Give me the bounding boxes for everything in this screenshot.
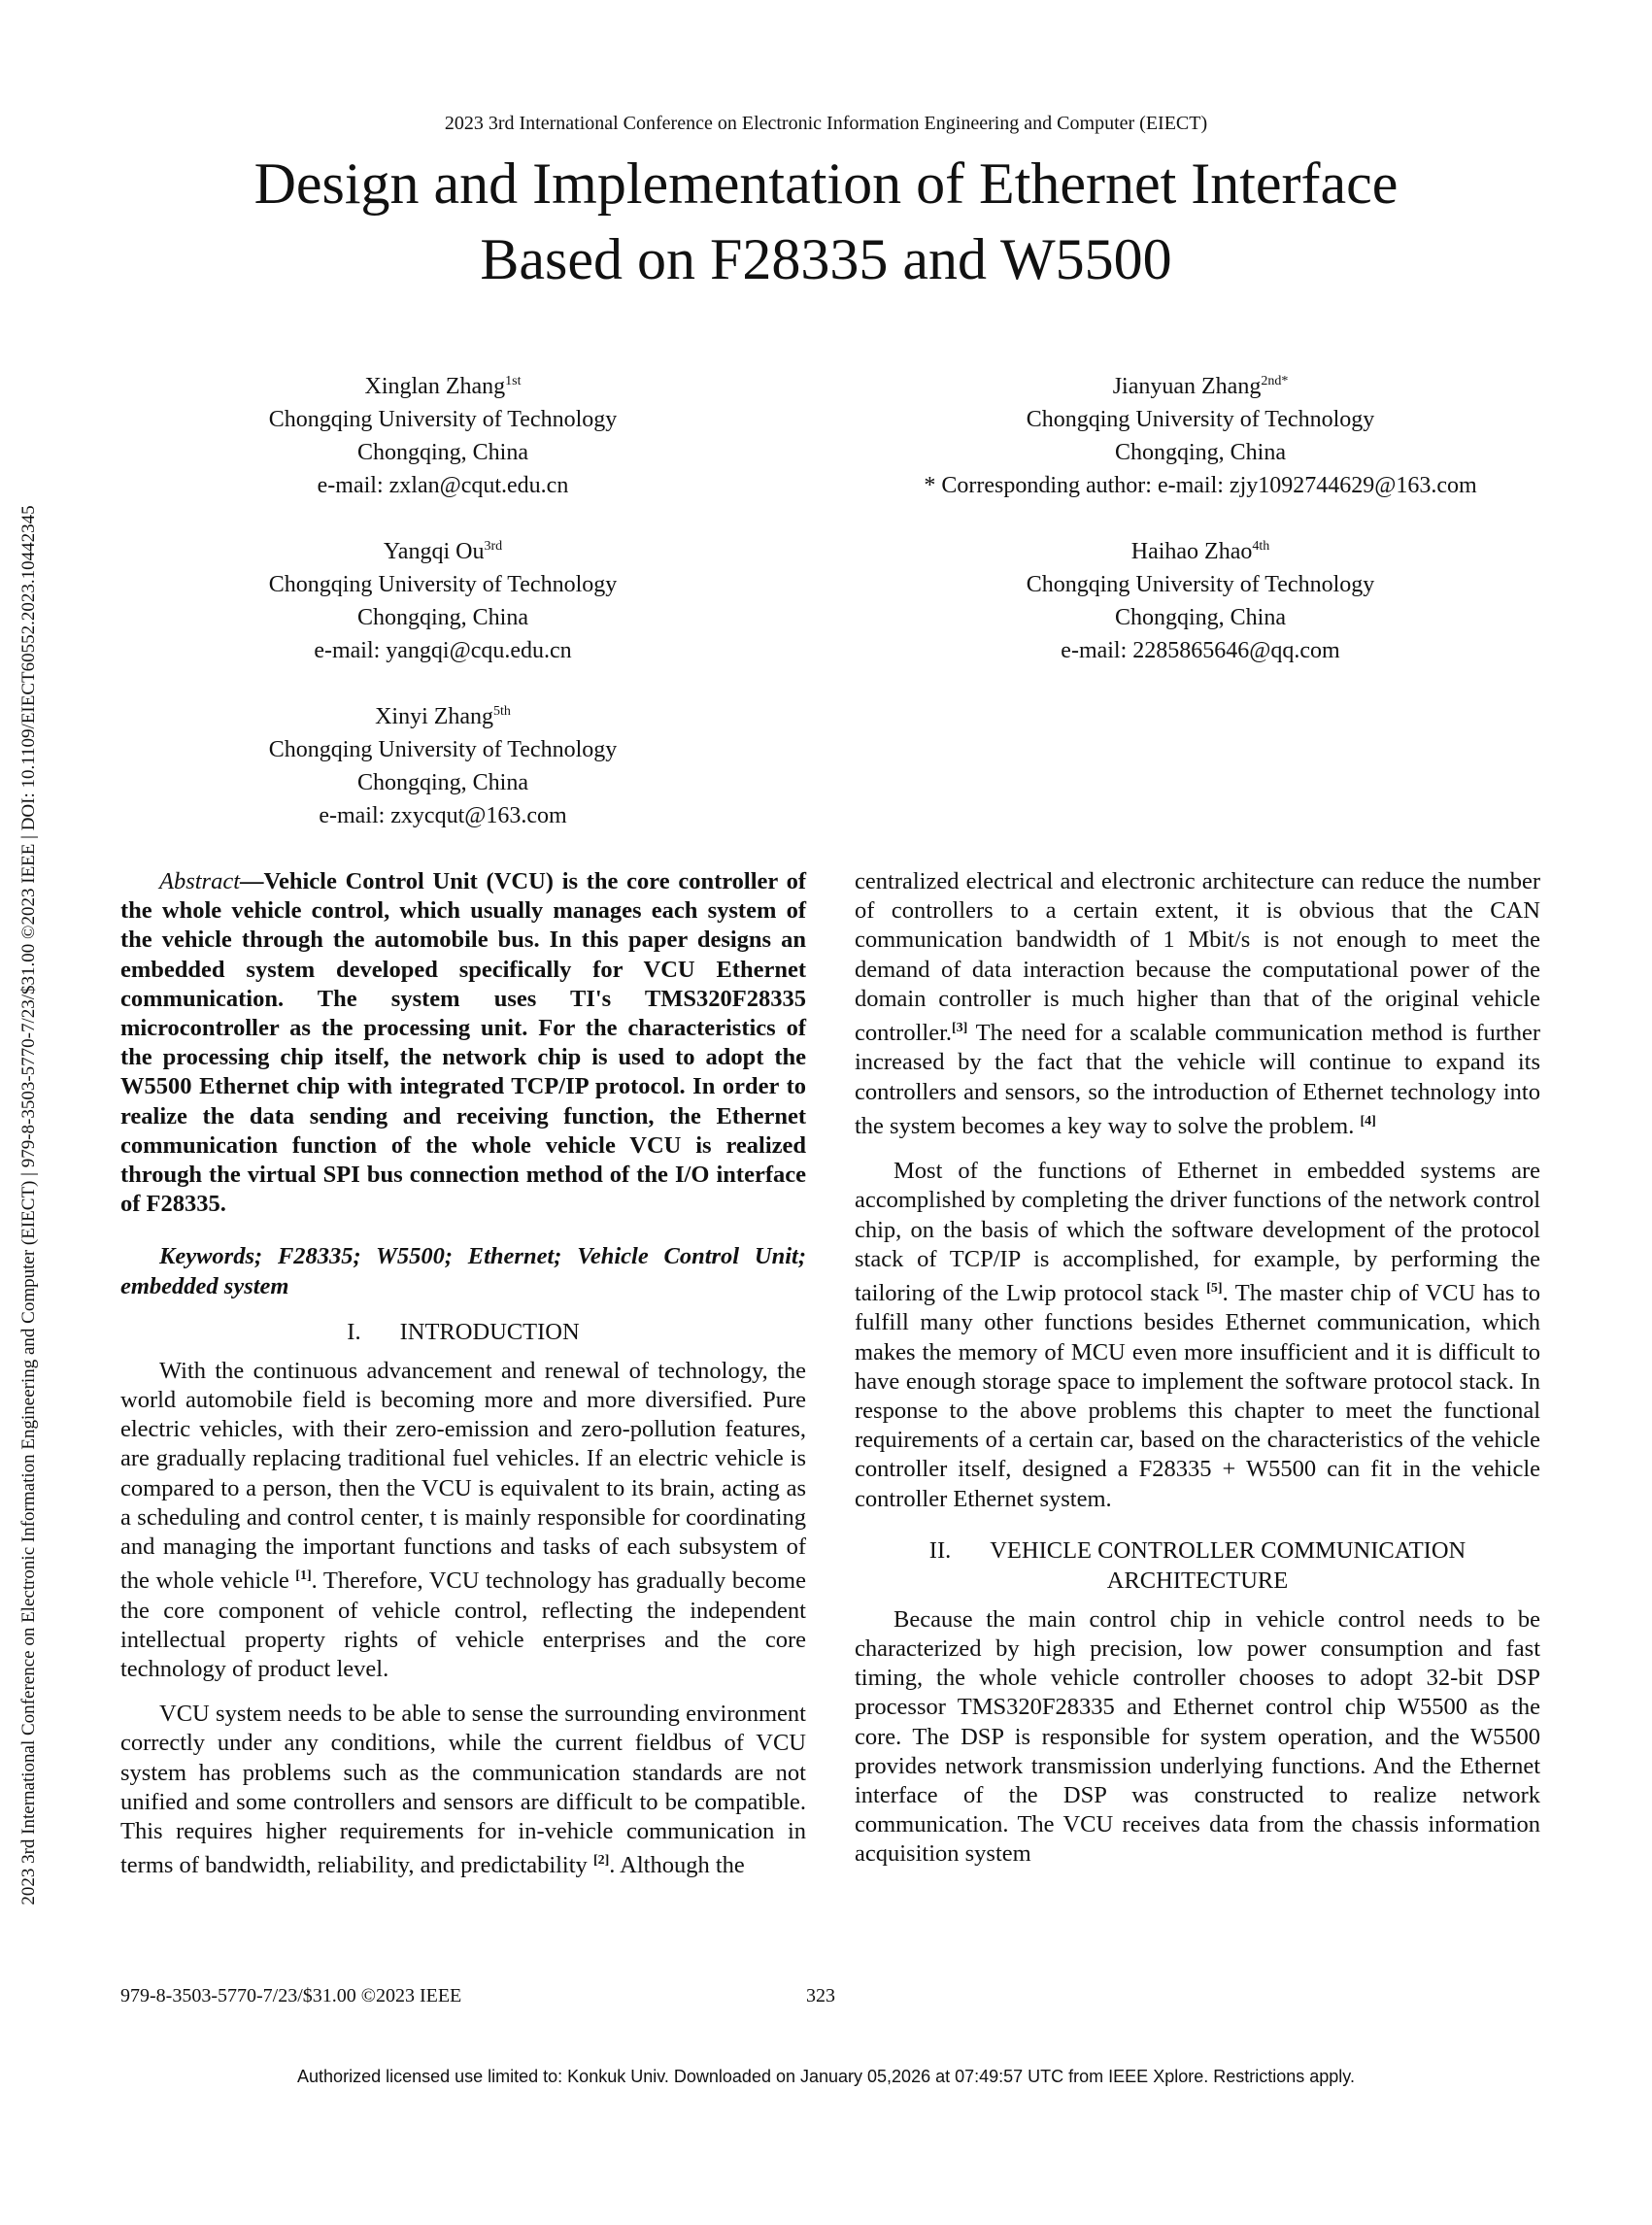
right-column [855,867,1540,1870]
abstract-text: —Vehicle Control Unit (VCU) is the core controller of the whole vehicle control, which usually manages each system of the vehicle through the automobile bus. In this paper designs an embedded system developed specifically for VCU Ethernet communication. The system uses TI's TMS320F28335 microcontroller as the processing unit. For the characteristics of the processing chip itself, the network chip is used to adopt the W5500 Ethernet chip with integrated TCP/IP protocol. In order to realize the data sending and receiving function, the Ethernet communication function of the whole vehicle VCU is realized through the virtual SPI bus connection method of the I/O interface of F28335. [120,868,806,1218]
abstract-label: Abstract [159,868,241,894]
author-email: e-mail: zxlan@cqut.edu.cn [317,473,569,498]
author-affiliation: Chongqing University of Technology [268,572,618,597]
footer-copyright: 979-8-3503-5770-7/23/$31.00 ©2023 IEEE [120,1985,462,2006]
author-city: Chongqing, China [1114,440,1286,465]
left-column [120,867,806,1881]
author-block-4 [860,530,1540,667]
author-city: Chongqing, China [356,440,528,465]
right-paragraph-1: centralized electrical and electronic architecture can reduce the number of controllers to a certain extent, it is obvious that the CAN communication bandwidth of 1 Mbit/s is not enough to meet the demand of data interaction because the computational power of the domain controller is much higher than that of the original vehicle controller.[3] The need for a scalable communication method is further increased by the fact that the vehicle will continue to expand its controllers and sensors, so the introduction of Ethernet technology into the system becomes a key way to solve the problem. [4] [855,868,1540,1139]
abstract [120,867,806,1219]
conference-header: 2023 3rd International Conference on Electronic Information Engineering and Computer (EIECT) [444,113,1208,134]
author-affiliation: Chongqing University of Technology [1026,407,1375,432]
section-1-heading: I. INTRODUCTION [347,1318,580,1345]
author-city: Chongqing, China [356,605,528,630]
section-2-paragraph-1: Because the main control chip in vehicle control needs to be characterized by high precision, low power consumption and fast timing, the whole vehicle controller chooses to adopt 32-bit DSP processor TMS320F28335 and Ethernet control chip W5500 as the core. The DSP is responsible for system operation, and the W5500 provides network transmission underlying functions. And the Ethernet interface of the DSP was constructed to realize network communication. The VCU receives data from the chassis information acquisition system [855,1605,1540,1868]
author-email: e-mail: zxycqut@163.com [319,803,567,828]
author-block-1 [103,365,783,502]
author-block-3 [103,530,783,667]
authorization-notice: Authorized licensed use limited to: Konkuk Univ. Downloaded on January 05,2026 at 07:49:57 UTC from IEEE Xplore. Restrictions apply. [297,2067,1355,2086]
author-affiliation: Chongqing University of Technology [268,737,618,762]
author-name: Xinglan Zhang$^{1st}$ [364,374,522,399]
paper-title [97,146,1555,297]
author-city: Chongqing, China [356,770,528,795]
author-block-5 [103,695,783,832]
title-line-1: Design and Implementation of Ethernet Interface [253,152,1399,216]
keywords: Keywords; F28335; W5500; Ethernet; Vehicle Control Unit; embedded system [120,1243,806,1299]
author-affiliation: Chongqing University of Technology [1026,572,1375,597]
author-email: * Corresponding author: e-mail: zjy1092744629@163.com [924,473,1477,498]
intro-paragraph-2: VCU system needs to be able to sense the surrounding environment correctly under any conditions, while the current fieldbus of VCU system has problems such as the communication standards are not unified and some controllers and sensors are difficult to be compatible. This requires higher requirements for in-vehicle communication in terms of bandwidth, reliability, and predictability [2]. Although the [120,1701,806,1879]
author-name: Xinyi Zhang$^{5th}$ [375,704,511,729]
title-line-2: Based on F28335 and W5500 [480,227,1172,291]
author-email: e-mail: yangqi@cqu.edu.cn [314,638,572,663]
section-2-heading: II. VEHICLE CONTROLLER COMMUNICATION ARCHITECTURE [928,1536,1467,1594]
author-name: Jianyuan Zhang$^{2nd*}$ [1112,374,1289,399]
right-paragraph-2: Most of the functions of Ethernet in embedded systems are accomplished by completing the driver functions of the network control chip, on the basis of which the software development of the protocol stack of TCP/IP is accomplished, for example, by performing the tailoring of the Lwip protocol stack [5]. The master chip of VCU has to fulfill many other functions besides Ethernet communication, which makes the memory of MCU even more insufficient and it is difficult to have enough storage space to implement the software protocol stack. In response to the above problems this chapter to meet the functional requirements of a certain car, based on the characteristics of the vehicle controller itself, designed a F28335 + W5500 can fit in the vehicle controller Ethernet system. [855,1158,1540,1512]
intro-paragraph-1: With the continuous advancement and renewal of technology, the world automobile field is becoming more and more diversified. Pure electric vehicles, with their zero-emission and zero-pollution features, are gradually replacing traditional fuel vehicles. If an electric vehicle is compared to a person, then the VCU is equivalent to its brain, acting as a scheduling and control center, t is mainly responsible for coordinating and managing the important functions and tasks of each subsystem of the whole vehicle [1]. Therefore, VCU technology has gradually become the core component of vehicle control, reflecting the independent intellectual property rights of vehicle enterprises and the core technology of product level. [120,1357,806,1683]
author-name: Haihao Zhao$^{4th}$ [1130,539,1270,564]
author-block-2 [860,365,1540,502]
page-number: 323 [806,1985,835,2006]
side-doi-text: 2023 3rd International Conference on Electronic Information Engineering and Computer (EIECT) | 979-8-3503-5770-7/23/$31.00 ©2023 IEEE | DOI: 10.1109/EIECT60552.2023.10442345 [18,505,39,1905]
author-email: e-mail: 2285865646@qq.com [1061,638,1340,663]
author-city: Chongqing, China [1114,605,1286,630]
author-name: Yangqi $Ou^{3rd}$ [383,539,503,564]
author-affiliation: Chongqing University of Technology [268,407,618,432]
